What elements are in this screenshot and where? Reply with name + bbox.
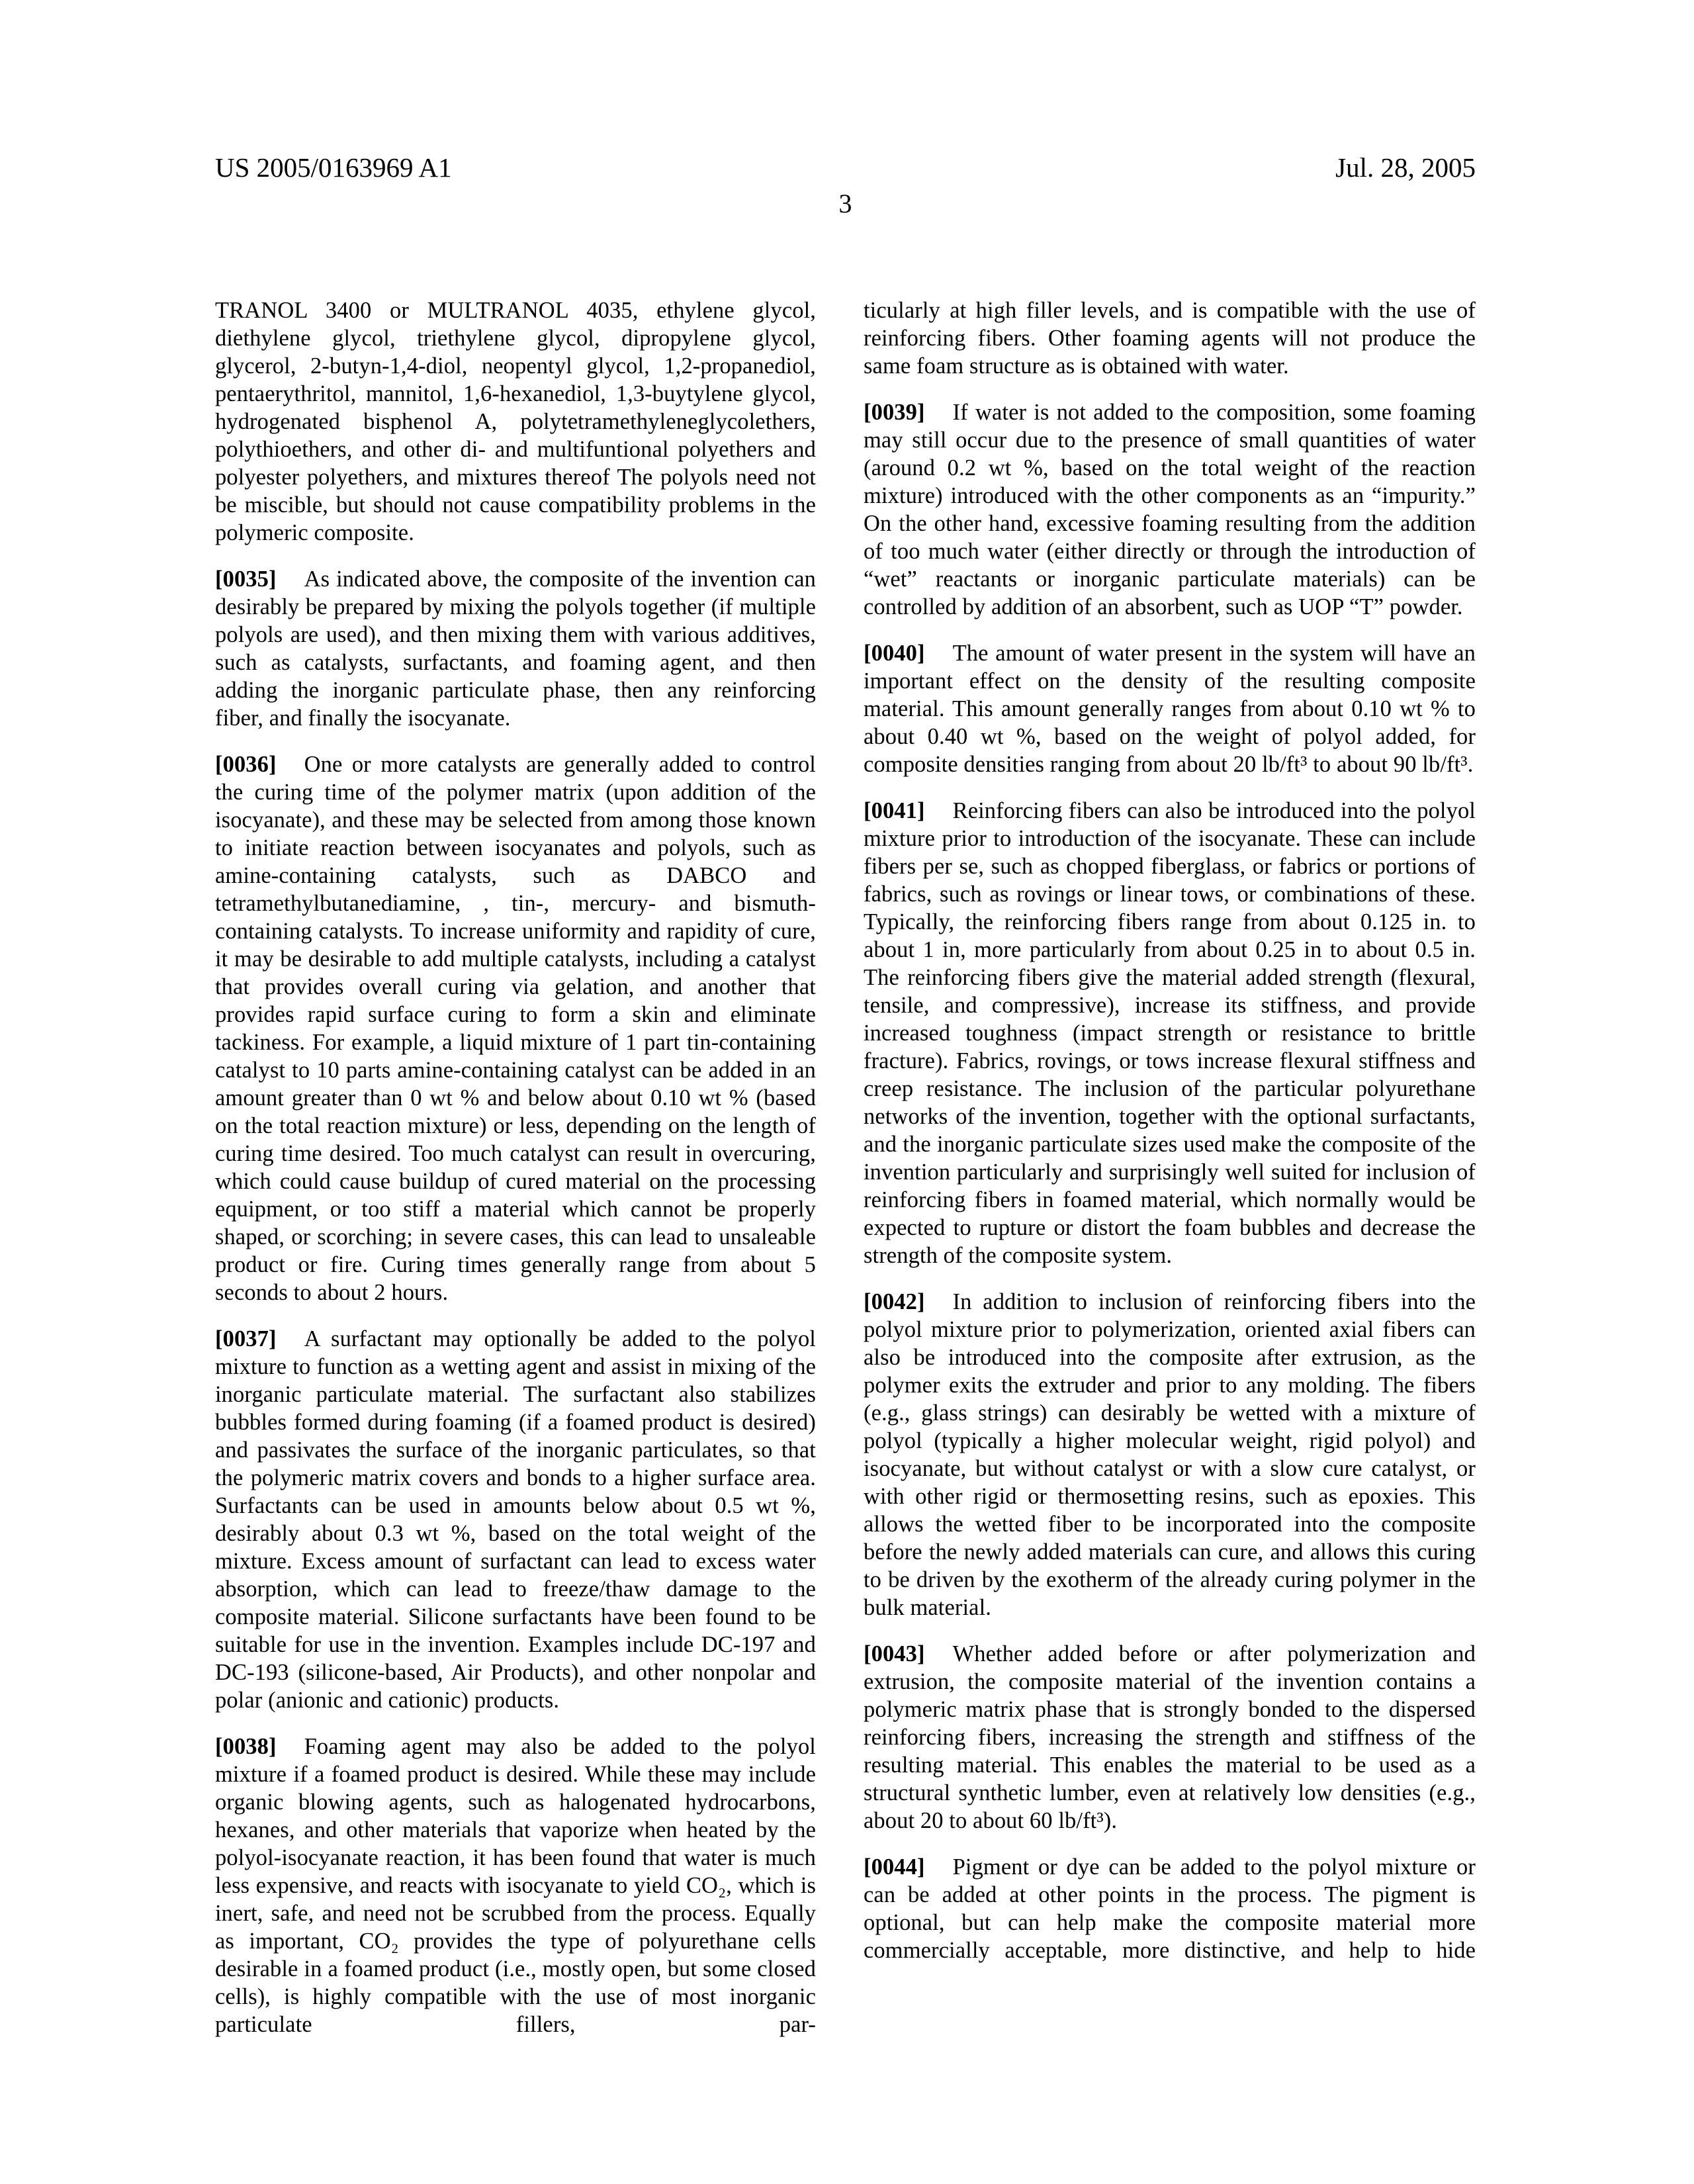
paragraph-text: ticularly at high filler levels, and is compatible with the use of reinforcing fibers. Other foaming agents will not produce the same foam structure as is obtained with water. <box>864 298 1476 379</box>
page-number: 3 <box>838 189 852 218</box>
paragraph-0040 <box>864 639 1476 778</box>
page-header <box>215 152 1476 183</box>
paragraph-continuation <box>864 296 1476 380</box>
paragraph-number: [0037] <box>215 1326 277 1351</box>
paragraph-0038 <box>215 1733 816 2038</box>
paragraph-text: If water is not added to the composition, some foaming may still occur due to the presence of small quantities of water (around 0.2 wt %, based on the total weight of the reaction mixture) introduced with the other components as an “impurity.” On the other hand, excessive foaming resulting from the addition of too much water (either directly or through the introduction of “wet” reactants or inorganic particulate materials) can be controlled by addition of an absorbent, such as UOP “T” powder. <box>864 400 1476 619</box>
paragraph-text: One or more catalysts are generally added to control the curing time of the polymer matrix (upon addition of the isocyanate), and these may be selected from among those known to initiate reaction between isocyanates and polyols, such as amine-containing catalysts, such as DABCO and tetramethylbutanediamine, , tin-, mercury- and bismuth-containing catalysts. To increase uniformity and rapidity of cure, it may be desirable to add multiple catalysts, including a catalyst that provides overall curing via gelation, and another that provides rapid surface curing to form a skin and eliminate tackiness. For example, a liquid mixture of 1 part tin-containing catalyst to 10 parts amine-containing catalyst can be added in an amount greater than 0 wt % and below about 0.10 wt % (based on the total reaction mixture) or less, depending on the length of curing time desired. Too much catalyst can result in overcuring, which could cause buildup of cured material on the processing equipment, or too stiff a material which cannot be properly shaped, or scorching; in severe cases, this can lead to unsaleable product or fire. Curing times generally range from about 5 seconds to about 2 hours. <box>215 752 816 1305</box>
paragraph-text: Pigment or dye can be added to the polyol mixture or can be added at other points in the process. The pigment is optional, but can help make the composite material more commercially acceptable, more distinctive, and help to hide <box>864 1854 1476 1963</box>
paragraph-0039 <box>864 398 1476 621</box>
paragraph-text: Whether added before or after polymerization and extrusion, the composite material of the invention contains a polymeric matrix phase that is strongly bonded to the dispersed reinforcing fibers, increasing the strength and stiffness of the resulting material. This enables the material to be used as a structural synthetic lumber, even at relatively low densities (e.g., about 20 to about 60 lb/ft³). <box>864 1641 1476 1833</box>
paragraph-text: Reinforcing fibers can also be introduced into the polyol mixture prior to introduction of the isocyanate. These can include fibers per se, such as chopped fiberglass, or fabrics or portions of fabrics, such as rovings or linear tows, or combinations of these. Typically, the reinforcing fibers range from about 0.125 in. to about 1 in, more particularly from about 0.25 in to about 0.5 in. The reinforcing fibers give the material added strength (flexural, tensile, and compressive), increase its stiffness, and provide increased toughness (impact strength or resistance to brittle fracture). Fabrics, rovings, or tows increase flexural stiffness and creep resistance. The inclusion of the particular polyurethane networks of the invention, together with the optional surfactants, and the inorganic particulate sizes used make the composite of the invention particularly and surprisingly well suited for inclusion of reinforcing fibers in foamed material, which normally would be expected to rupture or distort the foam bubbles and decrease the strength of the composite system. <box>864 798 1476 1268</box>
publication-date: Jul. 28, 2005 <box>1335 152 1476 183</box>
paragraph-text: A surfactant may optionally be added to the polyol mixture to function as a wetting agent and assist in mixing of the inorganic particulate material. The surfactant also stabilizes bubbles formed during foaming (if a foamed product is desired) and passivates the surface of the inorganic particulates, so that the polymeric matrix covers and bonds to a higher surface area. Surfactants can be used in amounts below about 0.5 wt %, desirably about 0.3 wt %, based on the total weight of the mixture. Excess amount of surfactant can lead to excess water absorption, which can lead to freeze/thaw damage to the composite material. Silicone surfactants have been found to be suitable for use in the invention. Examples include DC-197 and DC-193 (silicone-based, Air Products), and other nonpolar and polar (anionic and cationic) products. <box>215 1326 816 1713</box>
paragraph-0044 <box>864 1853 1476 1964</box>
paragraph-0042 <box>864 1288 1476 1621</box>
paragraph-0037 <box>215 1325 816 1714</box>
right-column <box>864 296 1476 2038</box>
paragraph-number: [0038] <box>215 1734 277 1759</box>
paragraph-text: As indicated above, the composite of the invention can desirably be prepared by mixing the polyols together (if multiple polyols are used), and then mixing them with various additives, such as catalysts, surfactants, and foaming agent, and then adding the inorganic particulate phase, then any reinforcing fiber, and finally the isocyanate. <box>215 567 816 731</box>
paragraph-0041 <box>864 797 1476 1269</box>
paragraph-number: [0043] <box>864 1641 925 1666</box>
publication-number: US 2005/0163969 A1 <box>215 152 452 183</box>
paragraph-0036 <box>215 751 816 1306</box>
paragraph-number: [0039] <box>864 400 925 425</box>
paragraph-number: [0042] <box>864 1289 925 1314</box>
paragraph-number: [0040] <box>864 641 925 666</box>
paragraph-number: [0036] <box>215 752 277 777</box>
paragraph-text: Foaming agent may also be added to the polyol mixture if a foamed product is desired. While these may include organic blowing agents, such as halogenated hydrocarbons, hexanes, and other materials that vaporize when heated by the polyol-isocyanate reaction, it has been found that water is much less expensive, and reacts with isocyanate to yield CO₂, which is inert, safe, and need not be scrubbed from the process. Equally as important, CO₂ provides the type of polyurethane cells desirable in a foamed product (i.e., mostly open, but some closed cells), is highly compatible with the use of most inorganic particulate fillers, par- <box>215 1734 816 2037</box>
paragraph-number: [0041] <box>864 798 925 823</box>
text-columns <box>215 296 1476 2038</box>
paragraph-0043 <box>864 1640 1476 1835</box>
paragraph-0035 <box>215 565 816 732</box>
paragraph-number: [0035] <box>215 567 277 592</box>
paragraph-text: The amount of water present in the system will have an important effect on the density of the resulting composite material. This amount generally ranges from about 0.10 wt % to about 0.40 wt %, based on the weight of polyol added, for composite densities ranging from about 20 lb/ft³ to about 90 lb/ft³. <box>864 641 1476 777</box>
paragraph-text: TRANOL 3400 or MULTRANOL 4035, ethylene glycol, diethylene glycol, triethylene glycol, dipropylene glycol, glycerol, 2-butyn-1,4-diol, neopentyl glycol, 1,2-propanediol, pentaerythritol, mannitol, 1,6-hexanediol, 1,3-buytylene glycol, hydrogenated bisphenol A, polytetramethyleneglycolethers, polythioethers, and other di- and multifuntional polyethers and polyester polyethers, and mixtures thereof The polyols need not be miscible, but should not cause compatibility problems in the polymeric composite. <box>215 298 816 545</box>
paragraph-number: [0044] <box>864 1854 925 1880</box>
paragraph-continuation <box>215 296 816 547</box>
left-column <box>215 296 816 2038</box>
paragraph-text: In addition to inclusion of reinforcing fibers into the polyol mixture prior to polymerization, oriented axial fibers can also be introduced into the composite after extrusion, as the polymer exits the extruder and prior to any molding. The fibers (e.g., glass strings) can desirably be wetted with a mixture of polyol (typically a higher molecular weight, rigid polyol) and isocyanate, but without catalyst or with a slow cure catalyst, or with other rigid or thermosetting resins, such as epoxies. This allows the wetted fiber to be incorporated into the composite before the newly added materials can cure, and allows this curing to be driven by the exotherm of the already curing polymer in the bulk material. <box>864 1289 1476 1620</box>
